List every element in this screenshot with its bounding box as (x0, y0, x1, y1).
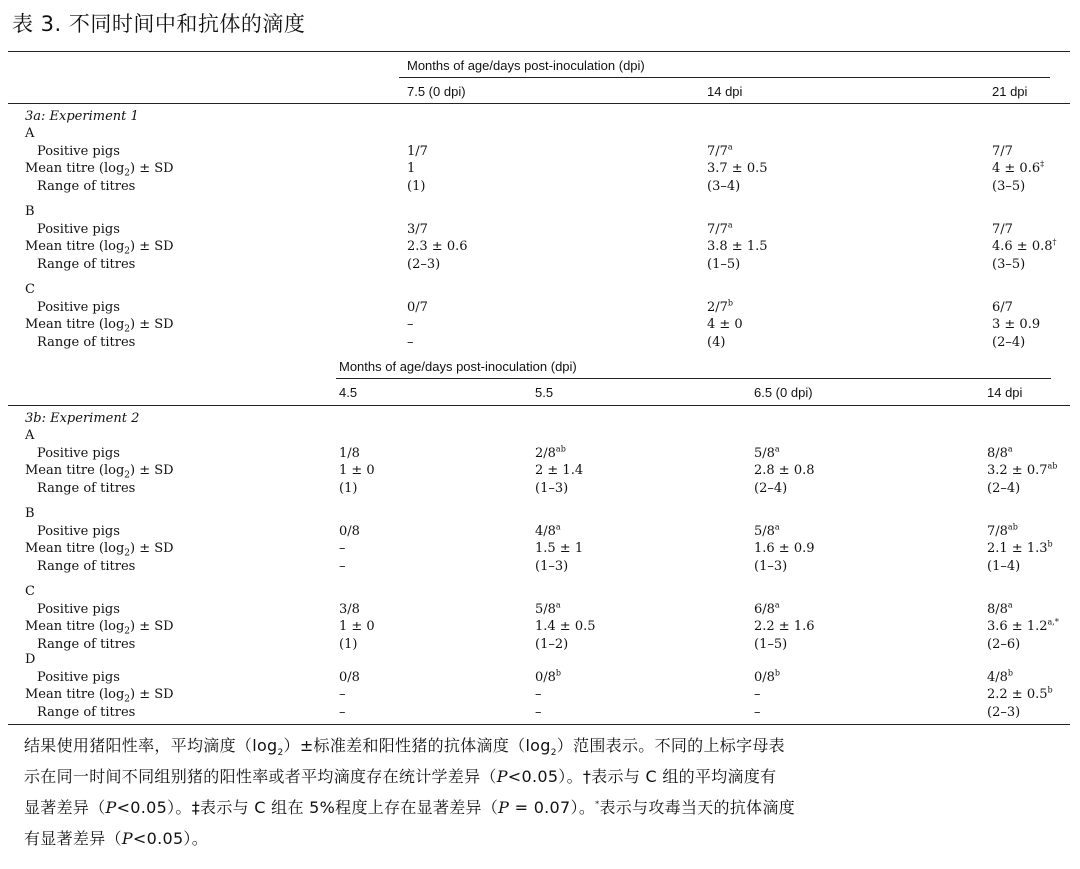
group-label: B (25, 204, 35, 219)
cell-value: – (339, 687, 346, 702)
table-cell (754, 541, 815, 557)
cell-value: – (339, 558, 346, 574)
cell-value: (2–4) (754, 480, 788, 496)
table-cell (407, 300, 428, 316)
table-cell (992, 144, 1013, 160)
cell-superscript: a (727, 220, 733, 230)
cell-value: 1 ± 0 (339, 463, 375, 478)
row-label-subscript: 2 (124, 548, 131, 559)
cell-value: (2–3) (407, 256, 441, 272)
cell-superscript: † (1052, 237, 1057, 247)
cell-value: 3.2 ± 0.7 (987, 463, 1048, 478)
exp1-header-rule (399, 77, 1050, 78)
table-cell (707, 257, 740, 273)
table-cell (754, 670, 780, 686)
cell-value: 4/8 (535, 523, 556, 539)
table-cell (707, 222, 733, 238)
table-cell (339, 602, 360, 618)
row-label-text: Mean titre (log (25, 239, 125, 254)
table-cell (339, 670, 360, 686)
row-label (25, 161, 174, 177)
cell-value: 1 (407, 161, 416, 176)
exp2-columns-rule (8, 405, 1070, 406)
row-label: Range of titres (37, 334, 136, 350)
table-cell (992, 161, 1044, 177)
cell-value: 7/7 (707, 143, 728, 159)
cell-value: (1–3) (535, 480, 569, 496)
table-cell (754, 619, 815, 635)
cell-value: 4 ± 0.6 (992, 161, 1041, 176)
cell-value: 2/8 (535, 445, 556, 461)
table-cell (754, 602, 780, 618)
cell-value: 3/7 (407, 221, 428, 237)
row-label-text: ) ± SD (130, 687, 174, 702)
table-cell (987, 670, 1013, 686)
cell-value: 1.6 ± 0.9 (754, 541, 815, 556)
table-cell (987, 619, 1059, 635)
cell-value: 0/8 (535, 669, 556, 685)
cell-value: 8/8 (987, 445, 1008, 461)
row-label-text: Mean titre (log (25, 463, 125, 478)
group-label: B (25, 506, 35, 521)
cell-value: 7/7 (707, 221, 728, 237)
cell-superscript: a,* (1047, 617, 1059, 627)
row-label: Positive pigs (37, 523, 120, 539)
footnote-subscript: 2 (277, 748, 284, 759)
cell-value: 1.5 ± 1 (535, 541, 584, 556)
cell-value: 2.3 ± 0.6 (407, 239, 468, 254)
cell-value: 0/8 (339, 669, 360, 685)
cell-value: 0/8 (339, 523, 360, 539)
row-label-text: Mean titre (log (25, 619, 125, 634)
row-label: Range of titres (37, 178, 136, 194)
table-cell (339, 541, 346, 557)
cell-value: 7/8 (987, 523, 1008, 539)
cell-value: 2.2 ± 1.6 (754, 619, 815, 634)
table-cell (987, 541, 1053, 557)
row-label-subscript: 2 (124, 470, 131, 481)
table-cell (407, 239, 468, 255)
row-label: Range of titres (37, 704, 136, 720)
exp1-col-header: 7.5 (0 dpi) (407, 84, 466, 99)
cell-value: 7/7 (992, 143, 1013, 159)
cell-value: (1–3) (754, 558, 788, 574)
table-cell (535, 602, 561, 618)
footnote-text: = 0.07）。 (509, 798, 596, 817)
row-label (25, 317, 174, 333)
cell-superscript: a (774, 600, 780, 610)
exp2-section-label: 3b: Experiment 2 (25, 411, 140, 426)
cell-value: 4.6 ± 0.8 (992, 239, 1053, 254)
row-label (25, 687, 174, 703)
row-label: Positive pigs (37, 601, 120, 617)
group-label: D (25, 652, 36, 667)
cell-value: 0/7 (407, 299, 428, 315)
cell-value: 6/7 (992, 299, 1013, 315)
footnote-superscript: * (595, 799, 600, 809)
cell-value: 2.1 ± 1.3 (987, 541, 1048, 556)
table-cell (754, 524, 780, 540)
row-label-subscript: 2 (124, 694, 131, 705)
cell-value: 2.2 ± 0.5 (987, 687, 1048, 702)
table-cell (535, 463, 583, 479)
table-cell (992, 335, 1025, 351)
cell-value: 2 ± 1.4 (535, 463, 584, 478)
cell-superscript: b (727, 298, 734, 308)
cell-value: 1.4 ± 0.5 (535, 619, 596, 634)
row-label-subscript: 2 (124, 168, 131, 179)
exp2-col-header: 14 dpi (987, 385, 1023, 400)
table-top-rule (8, 51, 1070, 52)
cell-value: – (535, 704, 542, 720)
table-cell (992, 257, 1025, 273)
row-label-text: Mean titre (log (25, 317, 125, 332)
cell-value: 1/7 (407, 143, 428, 159)
table-cell (992, 300, 1013, 316)
cell-value: (2–4) (992, 334, 1026, 350)
footnote-text: 显著差异（ (24, 798, 106, 817)
cell-superscript: ab (1007, 522, 1018, 532)
exp1-col-header: 21 dpi (992, 84, 1028, 99)
cell-superscript: a (1007, 444, 1013, 454)
footnote-line-3 (24, 793, 795, 823)
table-cell (339, 446, 360, 462)
row-label-text: ) ± SD (130, 161, 174, 176)
cell-value: 8/8 (987, 601, 1008, 617)
row-label: Positive pigs (37, 669, 120, 685)
table-caption: 表 3. 不同时间中和抗体的滴度 (12, 12, 306, 36)
cell-value: (1–4) (987, 558, 1021, 574)
row-label-text: Mean titre (log (25, 541, 125, 556)
table-cell (339, 524, 360, 540)
group-label: A (25, 428, 35, 443)
table-cell (992, 239, 1057, 255)
table-cell (987, 559, 1020, 575)
table-cell (339, 705, 346, 721)
footnote-text: <0.05）。 (132, 829, 209, 848)
cell-superscript: a (555, 522, 561, 532)
table-cell (754, 705, 761, 721)
cell-superscript: a (774, 522, 780, 532)
table-cell (754, 446, 780, 462)
cell-value: (1) (407, 178, 426, 194)
row-label-text: ) ± SD (130, 463, 174, 478)
footnote-text: ）范围表示。不同的上标字母表 (556, 736, 785, 755)
footnote-p-symbol: P (496, 767, 508, 786)
cell-value: 3.6 ± 1.2 (987, 619, 1048, 634)
footnote-text: 示在同一时间不同组别猪的阳性率或者平均滴度存在统计学差异（ (24, 767, 497, 786)
group-label: A (25, 126, 35, 141)
cell-value: 3/8 (339, 601, 360, 617)
row-label: Range of titres (37, 480, 136, 496)
cell-value: – (535, 687, 542, 702)
table-cell (535, 524, 561, 540)
row-label: Positive pigs (37, 221, 120, 237)
cell-value: (4) (707, 334, 726, 350)
table-bottom-rule (8, 724, 1070, 725)
cell-superscript: ab (555, 444, 566, 454)
cell-superscript: a (1007, 600, 1013, 610)
cell-value: (3–5) (992, 178, 1026, 194)
cell-superscript: ‡ (1040, 159, 1045, 169)
table-cell (535, 619, 596, 635)
table-cell (754, 637, 787, 653)
table-cell (992, 179, 1025, 195)
footnote-text: <0.05）。†表示与 C 组的平均滴度有 (507, 767, 777, 786)
row-label: Positive pigs (37, 299, 120, 315)
table-cell (707, 300, 733, 316)
table-cell (987, 637, 1020, 653)
table-cell (407, 144, 428, 160)
cell-superscript: a (555, 600, 561, 610)
exp2-group-header: Months of age/days post-inoculation (dpi) (339, 359, 577, 374)
table-cell (407, 335, 414, 351)
footnote-p-symbol: P (105, 798, 117, 817)
row-label-text: ) ± SD (130, 541, 174, 556)
cell-value: – (407, 334, 414, 350)
cell-value: (2–3) (987, 704, 1021, 720)
table-cell (707, 144, 733, 160)
cell-value: 1/8 (339, 445, 360, 461)
footnote-line-1 (24, 731, 785, 761)
table-cell (407, 257, 440, 273)
footnote-text: <0.05）。‡表示与 C 组在 5%程度上存在显著差异（ (116, 798, 499, 817)
footnote-line-2 (24, 762, 776, 792)
table-cell (339, 619, 375, 635)
table-cell (754, 687, 761, 703)
footnote-text: 结果使用猪阳性率，平均滴度（log (24, 736, 278, 755)
cell-value: (1) (339, 636, 358, 652)
table-cell (987, 705, 1020, 721)
table-cell (339, 481, 357, 497)
footnote-line-4 (24, 824, 208, 854)
cell-value: 5/8 (754, 523, 775, 539)
table-cell (987, 463, 1057, 479)
cell-value: – (339, 541, 346, 556)
row-label-text: Mean titre (log (25, 687, 125, 702)
table-cell (987, 687, 1053, 703)
cell-value: 5/8 (754, 445, 775, 461)
cell-superscript: ab (1047, 461, 1058, 471)
row-label: Range of titres (37, 256, 136, 272)
cell-value: 3.7 ± 0.5 (707, 161, 768, 176)
cell-value: (1–5) (754, 636, 788, 652)
table-cell (992, 222, 1013, 238)
table-cell (987, 481, 1020, 497)
row-label: Positive pigs (37, 143, 120, 159)
table-cell (535, 446, 566, 462)
cell-value: (1) (339, 480, 358, 496)
table-cell (535, 559, 568, 575)
exp2-header-rule (336, 378, 1051, 379)
footnote-p-symbol: P (121, 829, 133, 848)
table-cell (987, 602, 1013, 618)
table-cell (535, 705, 542, 721)
table-cell (754, 463, 815, 479)
cell-value: – (407, 317, 414, 332)
table-cell (407, 317, 414, 333)
row-label-subscript: 2 (124, 626, 131, 637)
footnote-text: 有显著差异（ (24, 829, 122, 848)
exp1-section-label: 3a: Experiment 1 (25, 109, 139, 124)
table-cell (339, 687, 346, 703)
table-cell (339, 559, 346, 575)
exp2-col-header: 6.5 (0 dpi) (754, 385, 813, 400)
table-cell (987, 524, 1018, 540)
row-label: Range of titres (37, 558, 136, 574)
cell-value: 7/7 (992, 221, 1013, 237)
row-label: Range of titres (37, 636, 136, 652)
cell-value: 4 ± 0 (707, 317, 743, 332)
row-label-text: ) ± SD (130, 619, 174, 634)
table-cell (754, 559, 787, 575)
row-label (25, 239, 174, 255)
footnote-text: 表示与攻毒当天的抗体滴度 (599, 798, 796, 817)
group-label: C (25, 584, 35, 599)
exp2-col-header: 5.5 (535, 385, 554, 400)
row-label (25, 619, 174, 635)
table-cell (992, 317, 1040, 333)
exp1-columns-rule (8, 103, 1070, 104)
cell-value: – (339, 704, 346, 720)
cell-value: (2–6) (987, 636, 1021, 652)
table-cell (707, 335, 725, 351)
cell-superscript: b (1007, 668, 1014, 678)
footnote-p-symbol: P (498, 798, 510, 817)
group-label: C (25, 282, 35, 297)
table-cell (535, 670, 561, 686)
cell-value: (2–4) (987, 480, 1021, 496)
exp2-col-header: 4.5 (339, 385, 358, 400)
table-cell (987, 446, 1013, 462)
table-cell (535, 637, 568, 653)
row-label-text: Mean titre (log (25, 161, 125, 176)
cell-value: (3–5) (992, 256, 1026, 272)
cell-value: 1 ± 0 (339, 619, 375, 634)
table-cell (407, 161, 415, 177)
table-cell (707, 179, 740, 195)
cell-superscript: b (555, 668, 562, 678)
cell-superscript: a (727, 142, 733, 152)
cell-superscript: b (1047, 685, 1053, 695)
table-cell (535, 541, 583, 557)
row-label-subscript: 2 (124, 324, 131, 335)
table-cell (754, 481, 787, 497)
cell-value: 5/8 (535, 601, 556, 617)
cell-value: (1–2) (535, 636, 569, 652)
cell-superscript: b (1047, 539, 1053, 549)
cell-value: 6/8 (754, 601, 775, 617)
cell-value: 0/8 (754, 669, 775, 685)
cell-value: 2.8 ± 0.8 (754, 463, 815, 478)
cell-value: (1–5) (707, 256, 741, 272)
table-cell (407, 222, 428, 238)
footnote-text: ）±标准差和阳性猪的抗体滴度（log (283, 736, 551, 755)
cell-value: (1–3) (535, 558, 569, 574)
cell-value: – (754, 704, 761, 720)
cell-value: – (754, 687, 761, 702)
table-cell (339, 463, 375, 479)
cell-superscript: b (774, 668, 781, 678)
row-label (25, 463, 174, 479)
cell-superscript: a (774, 444, 780, 454)
exp1-col-header: 14 dpi (707, 84, 743, 99)
table-cell (707, 239, 768, 255)
cell-value: 4/8 (987, 669, 1008, 685)
cell-value: (3–4) (707, 178, 741, 194)
cell-value: 2/7 (707, 299, 728, 315)
table-cell (535, 687, 542, 703)
row-label-text: ) ± SD (130, 239, 174, 254)
row-label (25, 541, 174, 557)
row-label-subscript: 2 (124, 246, 131, 257)
cell-value: 3.8 ± 1.5 (707, 239, 768, 254)
table-cell (407, 179, 425, 195)
table-cell (339, 637, 357, 653)
exp1-group-header: Months of age/days post-inoculation (dpi) (407, 58, 645, 73)
cell-value: 3 ± 0.9 (992, 317, 1041, 332)
table-cell (707, 317, 743, 333)
table-cell (535, 481, 568, 497)
row-label: Positive pigs (37, 445, 120, 461)
footnote-subscript: 2 (550, 748, 557, 759)
row-label-text: ) ± SD (130, 317, 174, 332)
table-cell (707, 161, 768, 177)
